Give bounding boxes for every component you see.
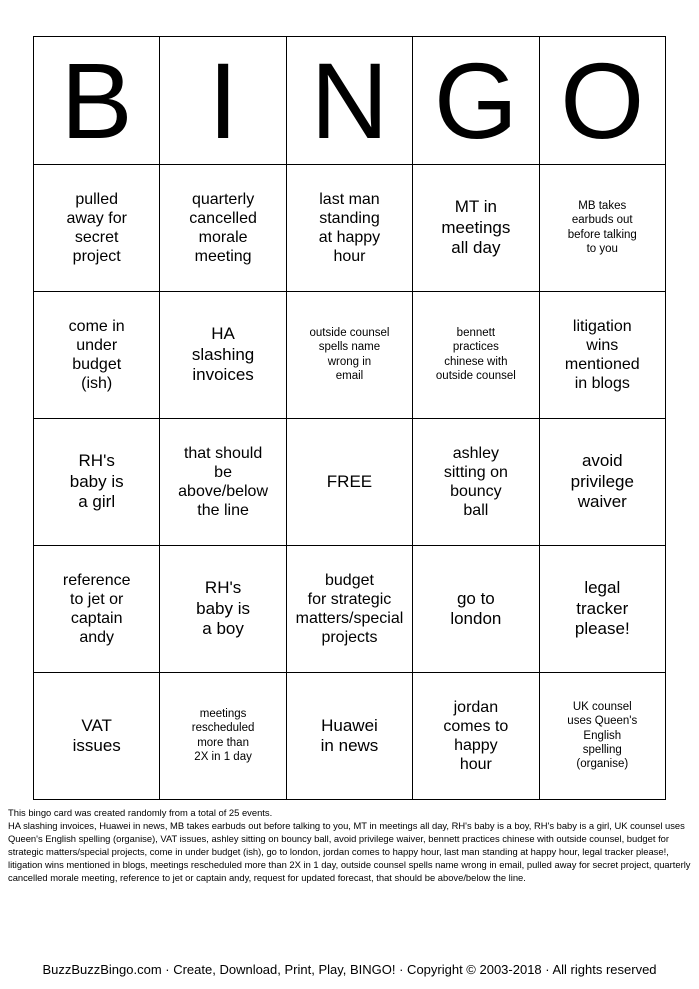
bingo-cell[interactable]: [34, 673, 160, 800]
bingo-cell-text: reference to jet or captain andy: [62, 571, 131, 647]
bingo-cell[interactable]: [160, 419, 286, 546]
card-event-list: HA slashing invoices, Huawei in news, MB takes earbuds out before talking to you, MT in meetings all day, RH's baby is a boy, RH's baby is a girl, UK counsel uses Queen's English spelling (organise), VAT issues, ashley sitting on bouncy ball, avoid privilege waiver, bennett practices chinese with outside counsel, budget for strategic matters/special projects, come in under budget (ish), go to london, jordan comes to happy hour, last man standing at happy hour, legal tracker please!, litigation wins mentioned in blogs, meetings rescheduled more than 2X in 1 day, outside counsel spells name wrong in email, pulled away for secret project, quarterly cancelled morale meeting, reference to jet or captain andy, request for updated forecast, that should be above/below the line.: [8, 820, 691, 883]
bingo-cell-text: UK counsel uses Queen's English spelling (organise): [567, 700, 638, 771]
bingo-cell[interactable]: [160, 292, 286, 419]
header-row: [34, 37, 666, 165]
bingo-cell[interactable]: [539, 419, 665, 546]
card-row: [34, 546, 666, 673]
bingo-cell[interactable]: [539, 165, 665, 292]
bingo-cell[interactable]: [413, 419, 539, 546]
bingo-cell-text: litigation wins mentioned in blogs: [564, 317, 640, 393]
bingo-cell-text: avoid privilege waiver: [570, 451, 634, 512]
site-footer: BuzzBuzzBingo.com · Create, Download, Print, Play, BINGO! · Copyright © 2003-2018 · All rights reserved: [42, 962, 657, 977]
bingo-cell-text: Huawei in news: [320, 715, 379, 755]
bingo-cell-text: jordan comes to happy hour: [443, 698, 509, 774]
free-space-cell[interactable]: [286, 419, 412, 546]
bingo-cell[interactable]: [413, 292, 539, 419]
bingo-cell[interactable]: [34, 546, 160, 673]
bingo-cell[interactable]: [286, 673, 412, 800]
bingo-cell-text: last man standing at happy hour: [318, 190, 381, 266]
bingo-cell[interactable]: [413, 546, 539, 673]
bingo-cell-text: that should be above/below the line: [178, 444, 268, 520]
bingo-cell[interactable]: [413, 165, 539, 292]
bingo-cell[interactable]: [160, 673, 286, 800]
header-letter-n: N: [286, 37, 412, 165]
bingo-cell-text: FREE: [326, 471, 373, 491]
bingo-cell[interactable]: [34, 419, 160, 546]
header-letter-i: I: [160, 37, 286, 165]
bingo-cell-text: come in under budget (ish): [68, 317, 125, 393]
bingo-cell[interactable]: [160, 165, 286, 292]
bingo-cell-text: bennett practices chinese with outside counsel: [435, 326, 516, 383]
bingo-cell-text: VAT issues: [72, 715, 121, 755]
card-description: [8, 806, 691, 884]
card-row: [34, 292, 666, 419]
card-description-intro: This bingo card was created randomly from a total of 25 events.: [8, 807, 273, 818]
bingo-cell-text: MT in meetings all day: [441, 197, 511, 258]
bingo-cell[interactable]: [539, 673, 665, 800]
bingo-cell-text: MB takes earbuds out before talking to you: [567, 199, 637, 256]
bingo-cell[interactable]: [286, 546, 412, 673]
bingo-cell-text: pulled away for secret project: [66, 190, 127, 266]
card-row: [34, 673, 666, 800]
bingo-cell[interactable]: [539, 292, 665, 419]
header-letter-g: G: [413, 37, 539, 165]
bingo-cell-text: RH's baby is a girl: [69, 451, 124, 512]
bingo-card: [33, 36, 666, 800]
bingo-cell-text: ashley sitting on bouncy ball: [443, 444, 508, 520]
bingo-cell[interactable]: [413, 673, 539, 800]
bingo-cell-text: legal tracker please!: [574, 578, 630, 639]
header-letter-b: B: [34, 37, 160, 165]
header-letter-o: O: [539, 37, 665, 165]
bingo-cell-text: HA slashing invoices: [191, 324, 255, 385]
bingo-cell-text: RH's baby is a boy: [196, 578, 251, 639]
bingo-cell-text: meetings rescheduled more than 2X in 1 day: [191, 707, 255, 764]
bingo-cell-text: outside counsel spells name wrong in email: [309, 326, 390, 383]
card-row: [34, 165, 666, 292]
card-grid: [34, 165, 666, 800]
bingo-cell-text: budget for strategic matters/special projects: [295, 571, 404, 647]
bingo-cell[interactable]: [34, 165, 160, 292]
card-row: [34, 419, 666, 546]
bingo-cell[interactable]: [160, 546, 286, 673]
bingo-cell-text: quarterly cancelled morale meeting: [189, 190, 257, 266]
bingo-cell[interactable]: [34, 292, 160, 419]
bingo-cell-text: go to london: [450, 588, 502, 628]
bingo-cell[interactable]: [286, 292, 412, 419]
bingo-cell[interactable]: [286, 165, 412, 292]
bingo-cell[interactable]: [539, 546, 665, 673]
